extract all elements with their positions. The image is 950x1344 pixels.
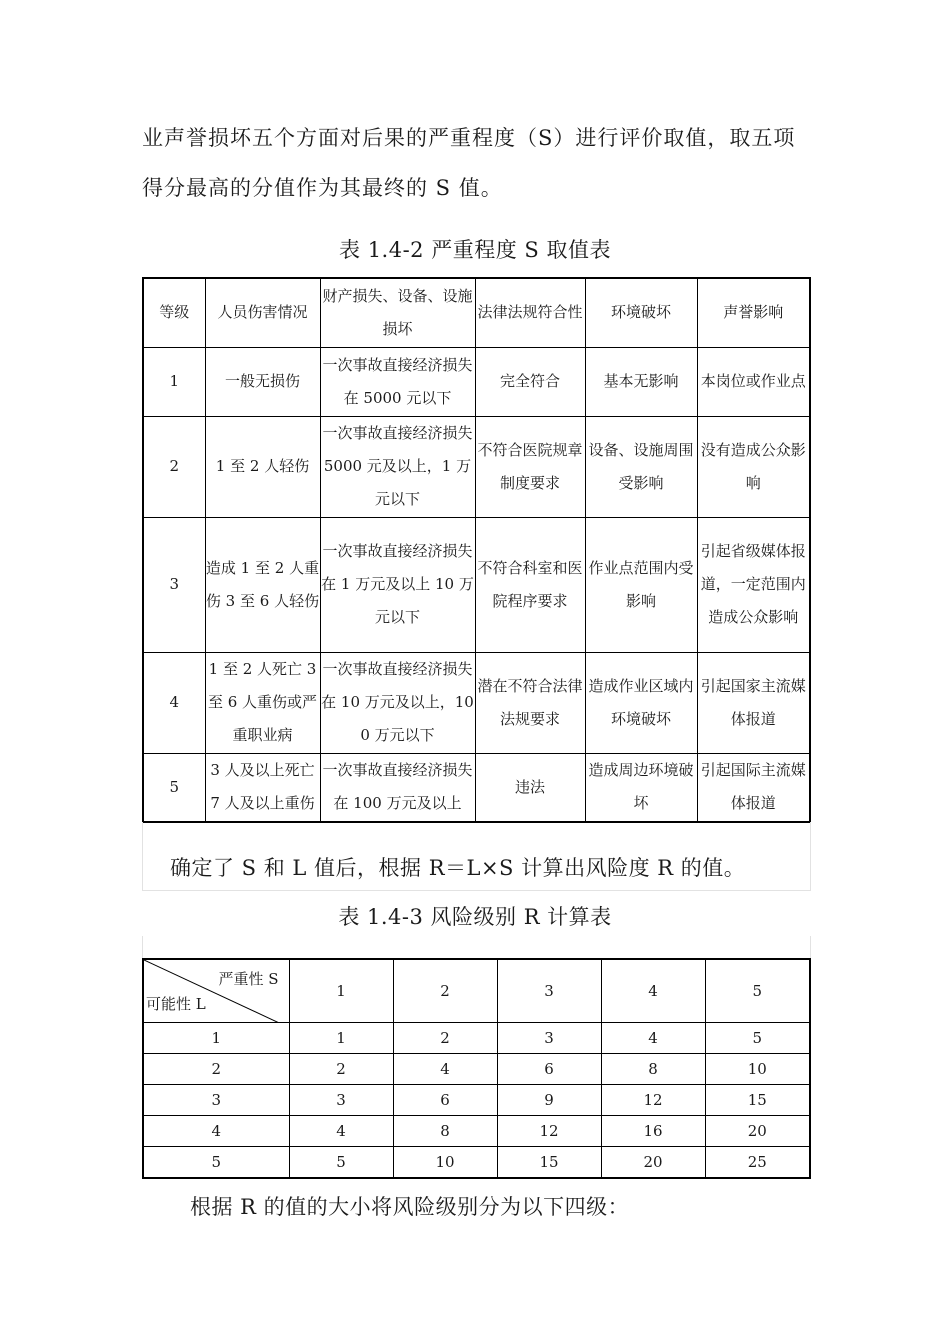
table-cell: 5: [143, 1147, 289, 1178]
table-row: [143, 1116, 810, 1147]
table-cell: 1: [143, 347, 205, 416]
table-cell: 造成作业区域内环境破坏: [585, 652, 697, 753]
table-cell: 16: [601, 1116, 705, 1147]
table-cell: 3 人及以上死亡 7 人及以上重伤: [205, 753, 320, 822]
table-cell: 3: [289, 1085, 393, 1116]
severity-table: [142, 277, 811, 823]
table-cell: 潜在不符合法律法规要求: [475, 652, 585, 753]
header-cell: 环境破坏: [585, 278, 697, 347]
table-cell: 5: [143, 753, 205, 822]
table-cell: 一次事故直接经济损失在 10 万元及以上，100 万元以下: [320, 652, 475, 753]
severity-axis-label: 严重性 S: [218, 970, 279, 988]
header-cell: 人员伤害情况: [205, 278, 320, 347]
table-frame: [142, 936, 811, 958]
table-cell: 一次事故直接经济损失在 100 万元及以上: [320, 753, 475, 822]
header-cell: 法律法规符合性: [475, 278, 585, 347]
table-cell: 25: [705, 1147, 810, 1178]
header-cell: 声誉影响: [697, 278, 810, 347]
likelihood-axis-label: 可能性 L: [146, 995, 206, 1013]
table-cell: 不符合科室和医院程序要求: [475, 517, 585, 652]
intro-line-1: 业声誉损坏五个方面对后果的严重程度（S）进行评价取值，取五项: [142, 126, 796, 150]
table-cell: 3: [143, 1085, 289, 1116]
table-cell: 9: [497, 1085, 601, 1116]
header-cell: 2: [393, 959, 497, 1023]
header-cell: 财产损失、设备、设施损坏: [320, 278, 475, 347]
table-cell: 4: [601, 1023, 705, 1054]
table-row: [143, 753, 810, 822]
header-cell: 3: [497, 959, 601, 1023]
table-cell: 完全符合: [475, 347, 585, 416]
table-cell: 作业点范围内受影响: [585, 517, 697, 652]
table-cell: 10: [393, 1147, 497, 1178]
header-cell: 1: [289, 959, 393, 1023]
table-cell: 12: [497, 1116, 601, 1147]
table-cell: 不符合医院规章制度要求: [475, 416, 585, 517]
table-row: [143, 1085, 810, 1116]
table-cell: 造成 1 至 2 人重伤 3 至 6 人轻伤: [205, 517, 320, 652]
table-cell: 2: [143, 1054, 289, 1085]
table-cell: 8: [393, 1116, 497, 1147]
table-cell: 违法: [475, 753, 585, 822]
table-cell: 5: [705, 1023, 810, 1054]
header-cell: 等级: [143, 278, 205, 347]
table-cell: 20: [705, 1116, 810, 1147]
table-row: [143, 416, 810, 517]
table-cell: 2: [393, 1023, 497, 1054]
formula-paragraph: 确定了 S 和 L 值后，根据 R＝L×S 计算出风险度 R 的值。: [170, 856, 746, 880]
table-cell: 一次事故直接经济损失在 5000 元以下: [320, 347, 475, 416]
risk-table: [142, 958, 811, 1179]
table-cell: 1: [289, 1023, 393, 1054]
table-cell: 一般无损伤: [205, 347, 320, 416]
table-cell: 4: [393, 1054, 497, 1085]
table-row: [143, 1054, 810, 1085]
table-cell: 一次事故直接经济损失 5000 元及以上，1 万元以下: [320, 416, 475, 517]
table-cell: 2: [289, 1054, 393, 1085]
table-row: [143, 1023, 810, 1054]
table-cell: 2: [143, 416, 205, 517]
table-cell: 6: [497, 1054, 601, 1085]
table-row: [143, 1147, 810, 1178]
table-cell: 没有造成公众影响: [697, 416, 810, 517]
intro-line-2: 得分最高的分值作为其最终的 S 值。: [142, 176, 503, 200]
table-cell: 本岗位或作业点: [697, 347, 810, 416]
table-cell: 8: [601, 1054, 705, 1085]
table-row: [143, 652, 810, 753]
table-cell: 引起省级媒体报道，一定范围内造成公众影响: [697, 517, 810, 652]
table-cell: 1 至 2 人轻伤: [205, 416, 320, 517]
table-cell: 4: [143, 652, 205, 753]
table-cell: 15: [705, 1085, 810, 1116]
header-cell: 4: [601, 959, 705, 1023]
table-cell: 6: [393, 1085, 497, 1116]
table-cell: 3: [143, 517, 205, 652]
table-cell: 12: [601, 1085, 705, 1116]
table-row: [143, 517, 810, 652]
outro-paragraph: 根据 R 的值的大小将风险级别分为以下四级：: [190, 1195, 630, 1219]
table-cell: 一次事故直接经济损失在 1 万元及以上 10 万元以下: [320, 517, 475, 652]
table-r-caption: 表 1.4-3 风险级别 R 计算表: [338, 905, 612, 929]
table-cell: 基本无影响: [585, 347, 697, 416]
table-cell: 引起国际主流媒体报道: [697, 753, 810, 822]
diagonal-header-cell: [143, 959, 289, 1023]
table-cell: 1 至 2 人死亡 3 至 6 人重伤或严重职业病: [205, 652, 320, 753]
table-cell: 引起国家主流媒体报道: [697, 652, 810, 753]
table-cell: 20: [601, 1147, 705, 1178]
table-s-caption: 表 1.4-2 严重程度 S 取值表: [339, 238, 611, 262]
table-cell: 15: [497, 1147, 601, 1178]
table-header-row: [143, 959, 810, 1023]
table-cell: 3: [497, 1023, 601, 1054]
table-cell: 4: [143, 1116, 289, 1147]
table-cell: 4: [289, 1116, 393, 1147]
table-row: [143, 347, 810, 416]
header-cell: 5: [705, 959, 810, 1023]
table-cell: 造成周边环境破坏: [585, 753, 697, 822]
table-cell: 10: [705, 1054, 810, 1085]
table-cell: 设备、设施周围受影响: [585, 416, 697, 517]
table-cell: 5: [289, 1147, 393, 1178]
table-cell: 1: [143, 1023, 289, 1054]
table-header-row: [143, 278, 810, 347]
